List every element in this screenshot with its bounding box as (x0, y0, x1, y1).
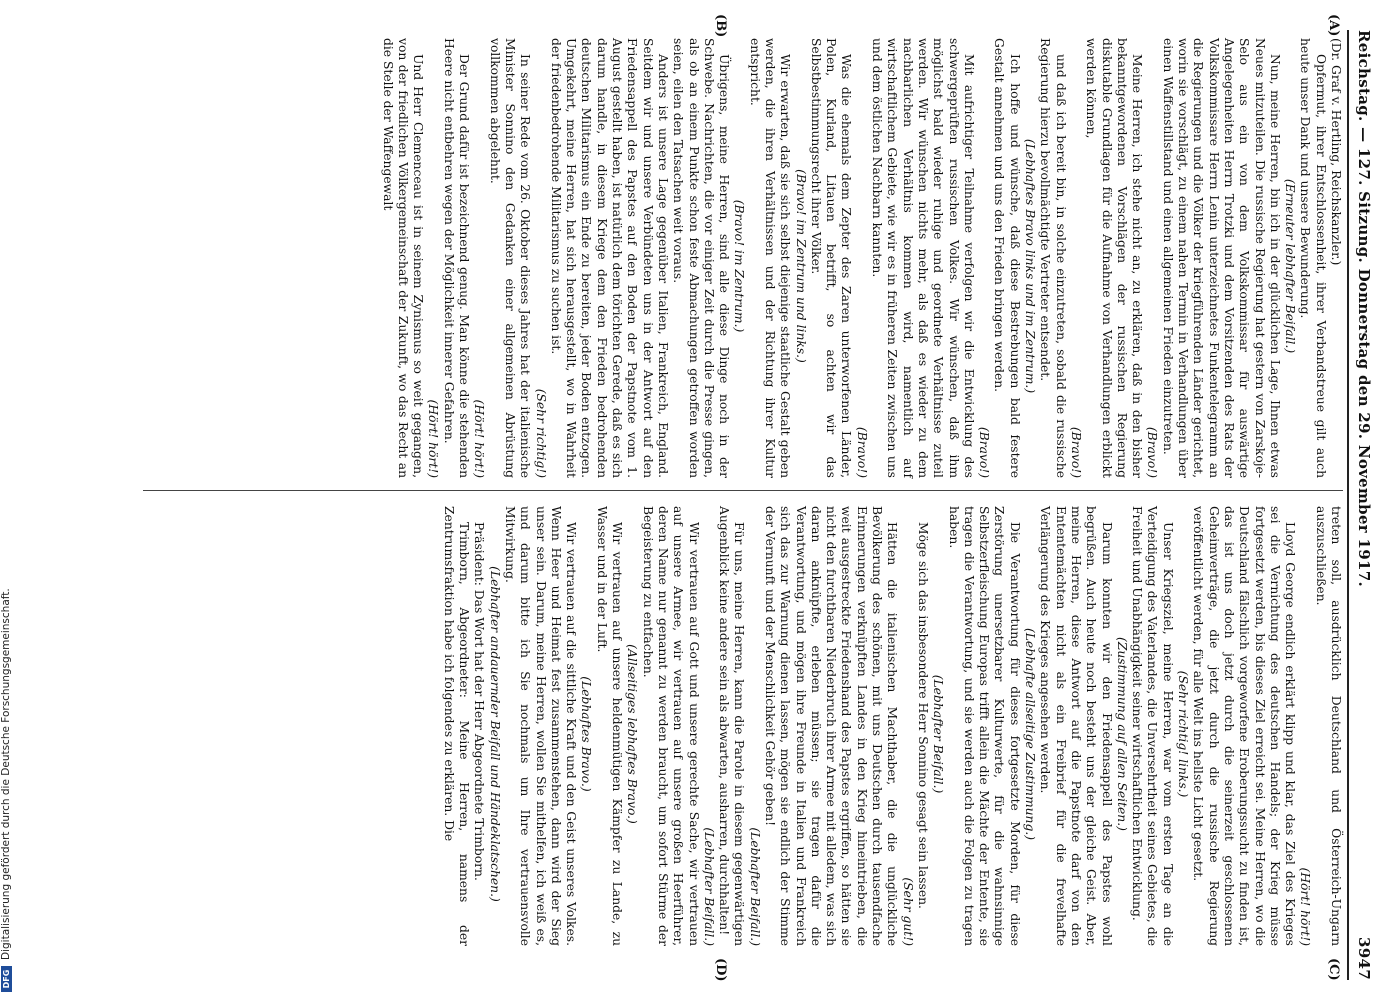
paragraph: treten soll, ausdrücklich Deutschland und Österreich-Ungarn auszuschließen. (1313, 506, 1343, 946)
stage-direction: (Lebhafter Beifall.) (747, 827, 762, 946)
stage-direction: (Erneuter lebhafter Beifall.) (1283, 178, 1298, 354)
margin-mark-b: (B) (713, 14, 728, 38)
paragraph: Übrigens, meine Herren, sind alle diese Dinge noch in der Schwebe. Nachrichten, die vor einiger Zeit durch die Presse gingen, als ob an einem Punkte schon feste Abmachungen getroffen worden seien, eilen den Tatsachen weit voraus. (671, 38, 732, 478)
margin-mark-d: (D) (713, 958, 728, 982)
stage-direction: (Lebhafter Beifall.) (931, 674, 946, 794)
stage-direction: (Lebhaftes Bravo links und im Zentrum.) (1023, 138, 1038, 394)
paragraph: Wir vertrauen auf unsere heldenmütigen Kämpfer zu Lande, zu Wasser und in der Luft. (594, 506, 625, 946)
stage-direction: (Bravo! im Zentrum.) (732, 199, 747, 333)
stage-direction: (Bravo!) (1068, 426, 1083, 478)
paragraph: Wir vertrauen auf Gott und unsere gerechte Sache, wir vertrauen auf unsere Armee, wir vertrauen auf unsere großen Heerführer, deren Name nur genannt zu werden braucht, um sofort Stürme der Begeisterung zu entfachen. (640, 506, 701, 946)
paragraph: Präsident: Das Wort hat der Herr Abgeordnete Trimborn. (472, 522, 487, 881)
stage-direction: (Allseitiges lebhaftes Bravo.) (625, 644, 640, 824)
header-rule (1347, 30, 1349, 980)
right-text-column (440, 506, 1343, 946)
paragraph: Und Herr Clemenceau ist in seinem Zynismus so weit gegangen, von der friedlichen Völkergemeinschaft der Zukunft, wo das Recht an die Stelle der Waffengewalt (380, 38, 426, 478)
paragraph: Ich hoffe und wünsche, daß diese Bestrebungen bald festere Gestalt annehmen und uns den Frieden bringen werden. (992, 38, 1022, 478)
paragraph: Unser Kriegsziel, meine Herren, war vom ersten Tage an die Verteidigung des Vaterlandes, die Unversehrtheit seines Gebietes, die Freiheit und Unabhängigkeit seiner wirtschaftlichen Entwicklung. (1130, 506, 1175, 946)
stage-direction: (Lebhafte allseitige Zustimmung.) (1023, 627, 1038, 841)
paragraph: Hätten die italienischen Machthaber, die die unglückliche Bevölkerung des schönen, mit uns Deutschen durch tausendfache Erinnerungen verknüpften Landes in den Krieg hineintrieben, die weit ausgestreckte Friedenshand des Papstes ergriffen, so hätten sie nicht den furchtbaren Niederbruch ihrer Armee mit alledem, was sich daran anknüpfte, erleben müssen; sie tragen dafür die Verantwortung, und mögen ihre Freunde in Italien und Frankreich sich das zur Warnung dienen lassen, mögen sie endlich der Stimme der Vernunft und der Menschlichkeit Gehör geben! (763, 506, 900, 946)
stage-direction: (Bravo!) (977, 426, 992, 478)
paragraph: Trimborn, Abgeordneter: Meine Herren, namens der Zentrumsfraktion habe ich folgendes zu erklären. Die (441, 506, 472, 946)
column-divider (143, 490, 1343, 491)
stage-direction: (Bravo!) (854, 426, 869, 478)
paragraph: Nun, meine Herren, bin ich in der glücklichen Lage, Ihnen etwas Neues mitzuteilen. Die russische Regierung hat gestern von Zarskoje-Selo aus ein von dem Volkskommissar für auswärtige Angelegenheiten Herrn Trotzki und dem Vorsitzenden des Rats der Volkskommissare Herrn Lenin unterzeichnetes Funkentelegramm an die Regierungen und die Völker der kriegführenden Länder gerichtet, worin sie vorschlägt, zu einem nahen Termin in Verhandlungen über einen Waffenstillstand und einen allgemeinen Frieden einzutreten. (1160, 38, 1282, 478)
page-header (1351, 30, 1377, 980)
paragraph: Möge sich das insbesondere Herr Sonnino gesagt sein lassen. (915, 522, 930, 909)
stage-direction: (Hört! hört!) (426, 399, 441, 478)
paragraph: Mit aufrichtiger Teilnahme verfolgen wir die Entwicklung des schwergeprüften russischen Volkes. Wir wünschen, daß ihm möglichst bald wieder ruhige und geordnete Verhältnisse zuteil werden. Wir wünschen nichts mehr, als daß es wieder zu dem nachbarlichen Verhältnis kommen wird, namentlich auf wirtschaftlichem Gebiete, wie wir es in früheren Zeiten zwischen uns und dem östlichen Nachbarn kannten. (870, 38, 976, 478)
paragraph: Für uns, meine Herren, kann die Parole in diesem gegenwärtigen Augenblick keine andere sein als abwarten, ausharren, durchhalten! (717, 506, 747, 946)
stage-direction: (Hört! hört!) (1298, 867, 1313, 946)
paragraph: Die Verantwortung für dieses fortgesetzte Morden, für diese Zerstörung unersetzbarer Kulturwerte, für die wahnsinnige Selbstzerfleischung Europas trifft allein die Mächte der Entente, sie tragen die Verantwortung, und sie werden auch die Folgen zu tragen haben. (946, 506, 1022, 946)
stage-direction: (Lebhafter Beifall.) (701, 827, 716, 946)
paragraph: und daß ich bereit bin, in solche einzutreten, sobald die russische Regierung hierzu bevollmächtigte Vertreter entsendet. (1038, 38, 1068, 478)
paragraph: Meine Herren, ich stehe nicht an, zu erklären, daß in den bisher bekanntgewordenen Vorschlägen der russischen Regierung diskutable Grundlagen für die Aufnahme von Verhandlungen erblickt werden können, (1084, 38, 1145, 478)
stage-direction: (Sehr richtig!) (533, 388, 548, 478)
margin-mark-a: (A) (1326, 14, 1341, 37)
running-head: Reichstag. — 127. Sitzung. Donnerstag den 29. November 1917. (1355, 30, 1373, 587)
margin-mark-c: (C) (1326, 958, 1341, 981)
paragraph: Opfermut, ihrer Entschlossenheit, ihrer Verbandstreue gilt auch heute unser Dank und unsere Bewunderung. (1298, 38, 1328, 478)
digitization-credit (0, 10, 14, 1000)
stage-direction: (Bravo! im Zentrum und links.) (793, 169, 808, 363)
paragraph: Der Grund dafür ist bezeichnend genug. Man könne die stehenden Heere nicht entbehren wegen der Möglichkeit innerer Gefahren. (441, 38, 472, 478)
paragraph: Darum konnten wir den Friedensappell des Papstes wohl begrüßen. Auch heute noch besteht uns der gleiche Geist. Aber, meine Herren, diese Antwort auf die Papstnote darf von den Ententemächten nicht als ein Freibrief für die frevelhafte Verlängerung des Krieges angesehen werden. (1038, 506, 1114, 946)
stage-direction: (Zustimmung auf allen Seiten.) (1114, 637, 1129, 831)
stage-direction: (Lebhafter andauernder Beifall und Händeklatschen.) (487, 566, 502, 902)
stage-direction: (Lebhaftes Bravo.) (579, 676, 594, 792)
paragraph: Wir erwarten, daß sie sich selbst diejenige staatliche Gestalt geben werden, die ihren Verhältnissen und der Richtung ihrer Kultur entspricht. (747, 38, 793, 478)
stage-direction: (Hört! hört!) (472, 399, 487, 478)
paragraph: Lloyd George endlich erklärt klipp und klar, das Ziel des Krieges sei die Vernichtung des deutschen Handels; der Krieg müsse fortgesetzt werden, bis dieses Ziel erreicht sei. Meine Herren, wo die Deutschland fälschlich vorgeworfene Eroberungssucht zu finden ist, das ist uns doch jetzt durch die seinerzeit geschlossenen Geheimverträge, die jetzt durch die russische Regierung veröffentlicht werden, für alle Welt ins hellste Licht gesetzt. (1191, 506, 1298, 946)
paragraph: In seiner Rede vom 26. Oktober dieses Jahres hat der italienische Minister Sonnino den Gedanken einer allgemeinen Abrüstung vollkommen abgelehnt. (487, 38, 533, 478)
paragraph: Anders ist unsere Lage gegenüber Italien, Frankreich, England. Seitdem wir und unsere Verbündeten uns in der Antwort auf den Friedensappell des Papstes auf den Boden der Papstnote vom 1. August gestellt haben, ist natürlich dem törichten Gerede, daß es sich darum handle, in diesem Kriege dem den Frieden bedrohenden deutschen Militarismus ein Ende zu bereiten, jeder Boden entzogen. Umgekehrt, meine Herren, hat sich herausgestellt, wo in Wahrheit der friedenbedrohende Militarismus zu suchen ist. (548, 38, 670, 478)
paragraph: Was die ehemals dem Zepter des Zaren unterworfenen Länder, Polen, Kurland, Litauen betrifft, so achten wir das Selbstbestimmungsrecht ihrer Völker. (808, 38, 854, 478)
credit-text: Digitalisierung gefördert durch die Deutsche Forschungsgemeinschaft. (0, 588, 12, 960)
left-text-column (379, 38, 1343, 478)
document-page (88, 0, 1383, 1000)
paragraph: (Dr. Graf v. Hertling, Reichskanzler.) (1329, 38, 1343, 266)
stage-direction: (Bravo!) (1145, 426, 1160, 478)
paragraph: Wir vertrauen auf die sittliche Kraft und den Geist unseres Volkes. Wenn Heer und Heimat fest zusammenstehen, dann wird der Sieg unser sein. Darum, meine Herren, wollen Sie mithelfen, ich weiß es, und darum bitte ich Sie nochmals um Ihre vertrauensvolle Mitwirkung. (502, 506, 579, 946)
stage-direction: (Sehr richtig! links.) (1176, 670, 1191, 798)
page-number: 3947 (1355, 937, 1373, 980)
dfg-logo: DFG (1, 966, 12, 992)
stage-direction: (Sehr gut!) (900, 877, 915, 946)
